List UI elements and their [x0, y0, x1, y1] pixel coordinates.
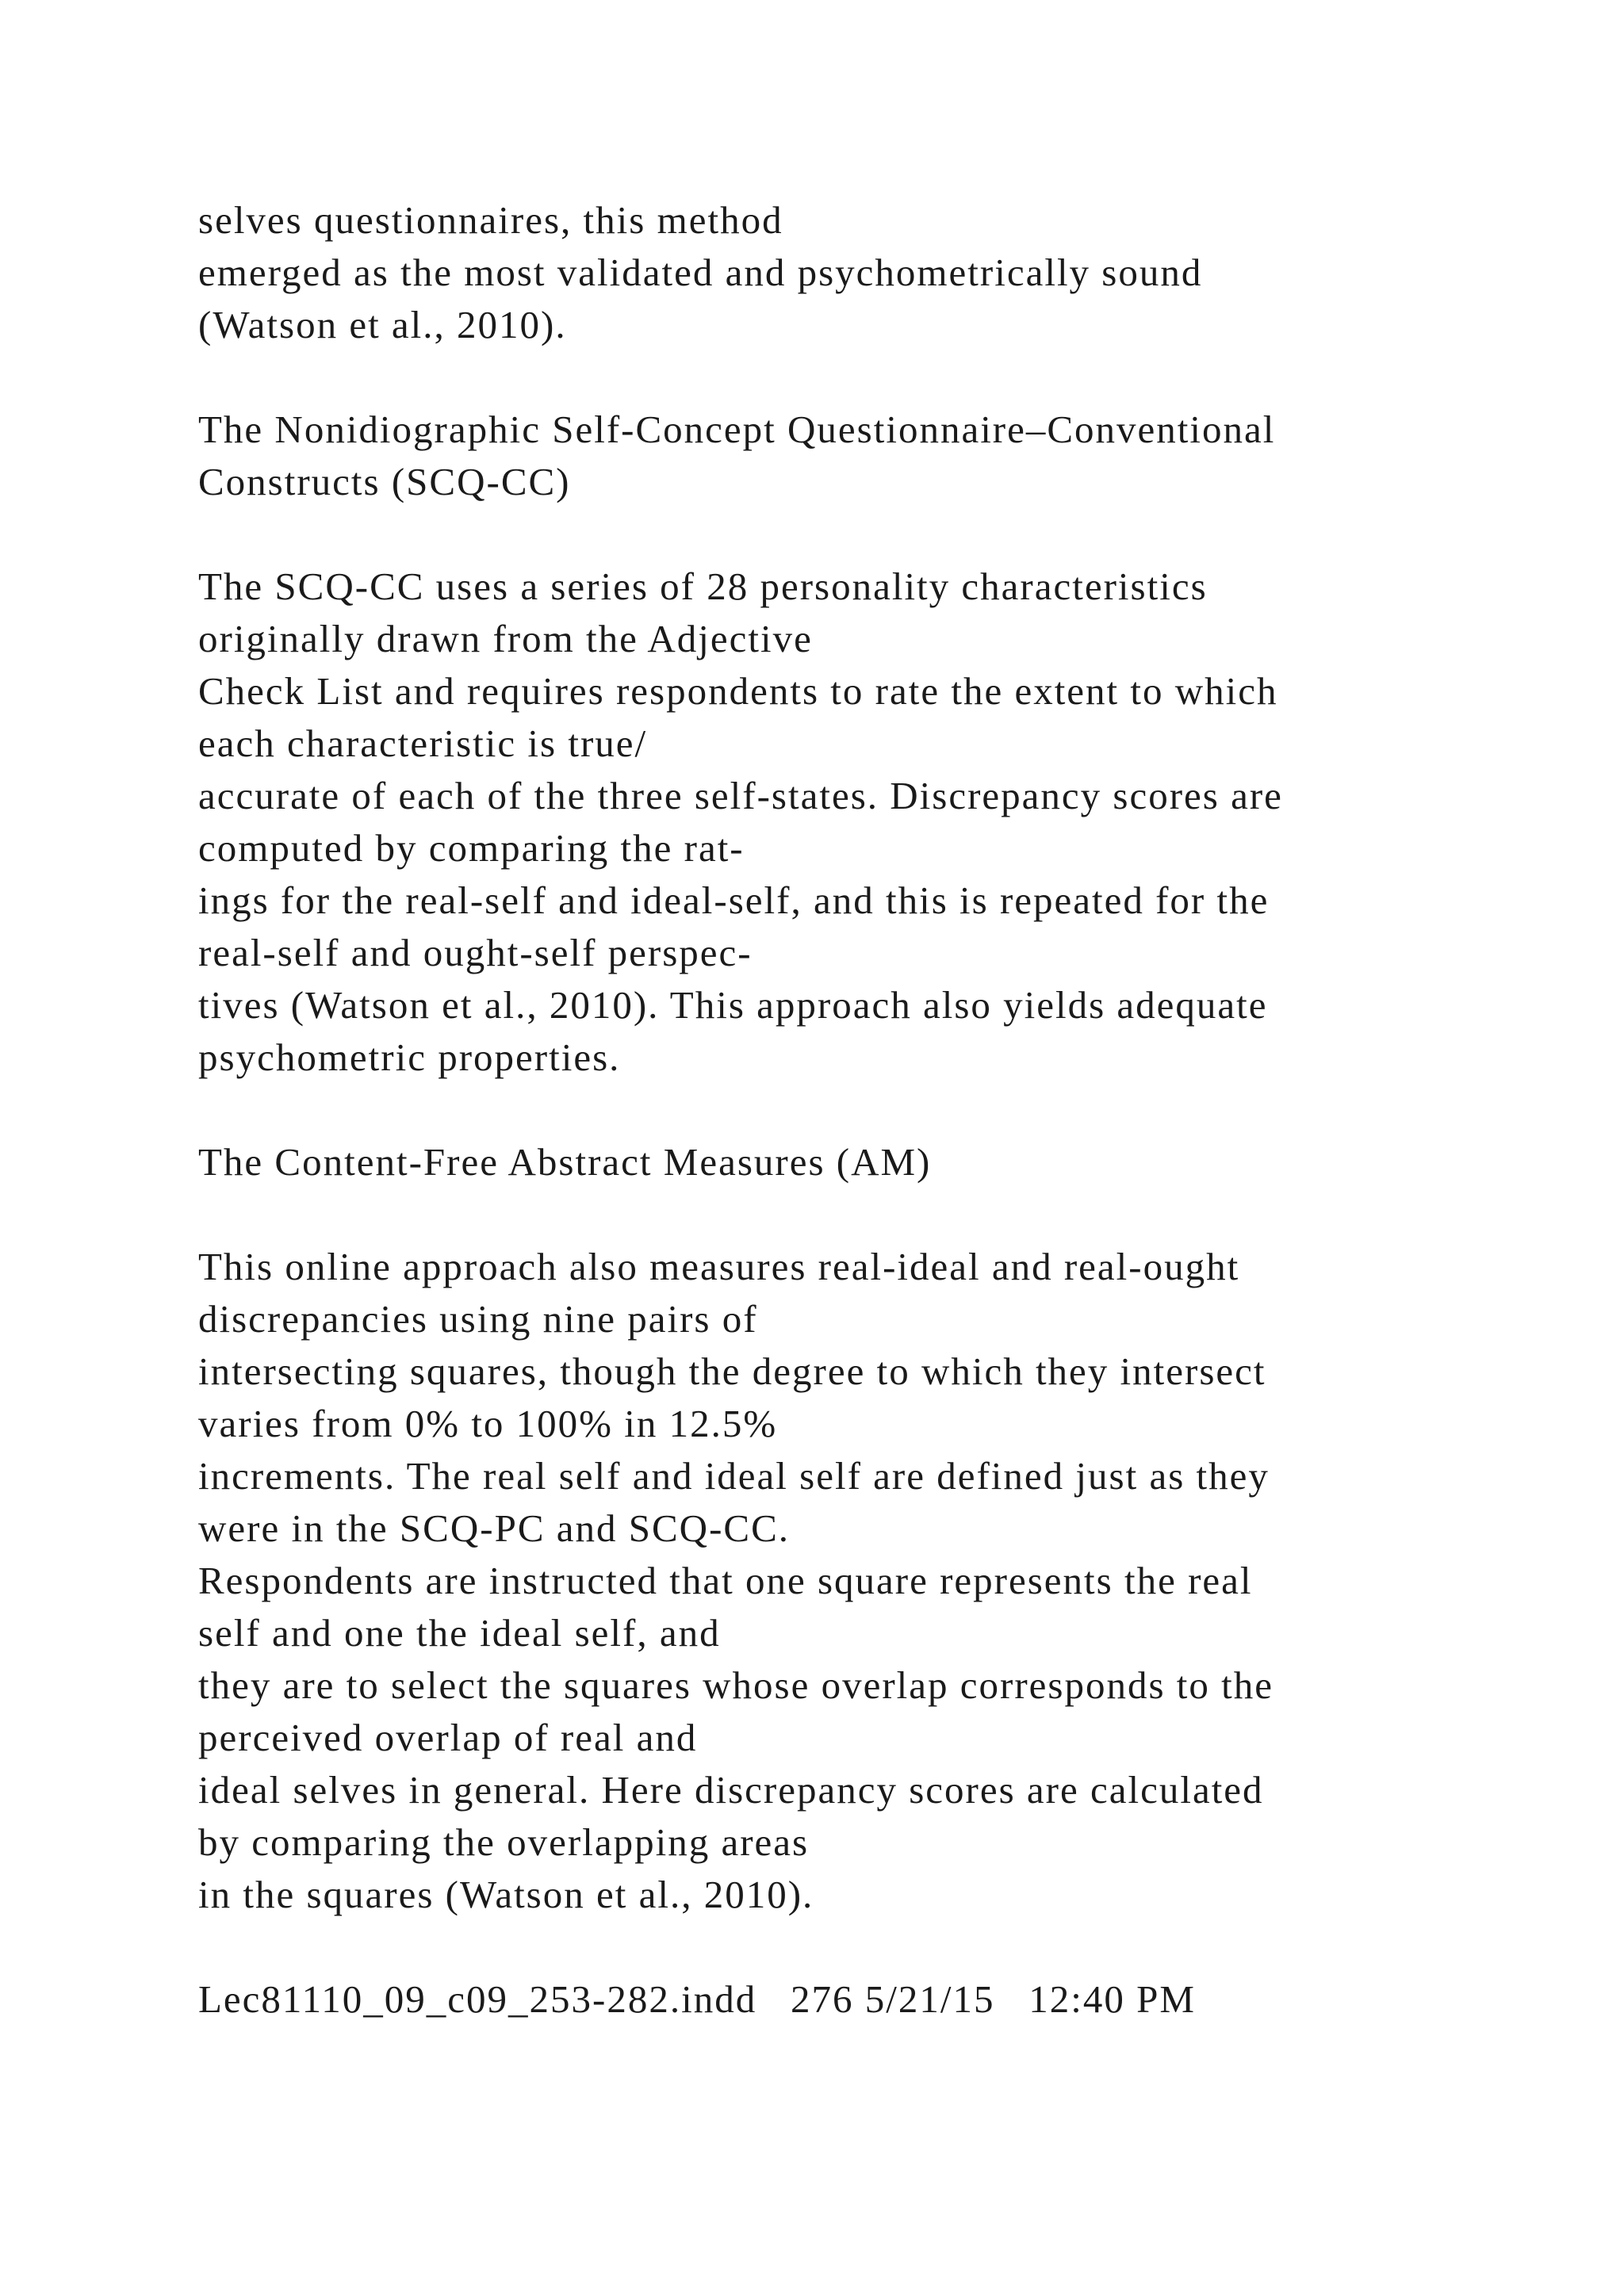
am-paragraph	[198, 1241, 1594, 1921]
intro-paragraph	[198, 194, 1594, 351]
text-line: Check List and requires respondents to rate the extent to which	[198, 669, 1278, 713]
text-line: psychometric properties.	[198, 1035, 621, 1079]
text-line: emerged as the most validated and psychometrically sound	[198, 251, 1203, 294]
am-heading	[198, 1136, 1594, 1188]
heading-line: The Content-Free Abstract Measures (AM)	[198, 1140, 932, 1184]
paragraph-gap	[198, 508, 1594, 561]
text-line: real-self and ought-self perspec-	[198, 931, 753, 974]
text-line: selves questionnaires, this method	[198, 198, 783, 242]
text-line: ings for the real-self and ideal-self, and this is repeated for the	[198, 878, 1270, 922]
footer-line: Lec81110_09_c09_253-282.indd 276 5/21/15 12:40 PM	[198, 1977, 1196, 2021]
scq-cc-heading	[198, 404, 1594, 508]
print-footer	[198, 1973, 1594, 2026]
text-line: intersecting squares, though the degree to which they intersect	[198, 1349, 1266, 1393]
paragraph-gap	[198, 1921, 1594, 1973]
scq-cc-paragraph	[198, 561, 1594, 1084]
text-line: This online approach also measures real-ideal and real-ought	[198, 1245, 1240, 1288]
paragraph-gap	[198, 351, 1594, 404]
document-page	[198, 194, 1594, 2026]
text-line: originally drawn from the Adjective	[198, 617, 813, 660]
text-line: ideal selves in general. Here discrepancy scores are calculated	[198, 1768, 1264, 1812]
text-line: self and one the ideal self, and	[198, 1611, 721, 1655]
text-line: in the squares (Watson et al., 2010).	[198, 1873, 814, 1916]
paragraph-gap	[198, 1084, 1594, 1136]
text-line: by comparing the overlapping areas	[198, 1820, 810, 1864]
text-line: each characteristic is true/	[198, 721, 648, 765]
heading-line: Constructs (SCQ-CC)	[198, 460, 571, 503]
heading-line: The Nonidiographic Self-Concept Questionnaire–Conventional	[198, 408, 1276, 451]
paragraph-gap	[198, 1188, 1594, 1241]
text-line: were in the SCQ-PC and SCQ-CC.	[198, 1506, 790, 1550]
text-line: they are to select the squares whose overlap corresponds to the	[198, 1663, 1274, 1707]
text-line: computed by comparing the rat-	[198, 826, 745, 870]
text-line: Respondents are instructed that one square represents the real	[198, 1559, 1253, 1602]
text-line: (Watson et al., 2010).	[198, 303, 567, 346]
text-line: increments. The real self and ideal self are defined just as they	[198, 1454, 1270, 1498]
text-line: tives (Watson et al., 2010). This approach also yields adequate	[198, 983, 1268, 1027]
text-line: varies from 0% to 100% in 12.5%	[198, 1402, 778, 1445]
text-line: accurate of each of the three self-states. Discrepancy scores are	[198, 774, 1283, 817]
text-line: The SCQ-CC uses a series of 28 personality characteristics	[198, 564, 1208, 608]
text-line: discrepancies using nine pairs of	[198, 1297, 758, 1341]
text-line: perceived overlap of real and	[198, 1716, 698, 1759]
